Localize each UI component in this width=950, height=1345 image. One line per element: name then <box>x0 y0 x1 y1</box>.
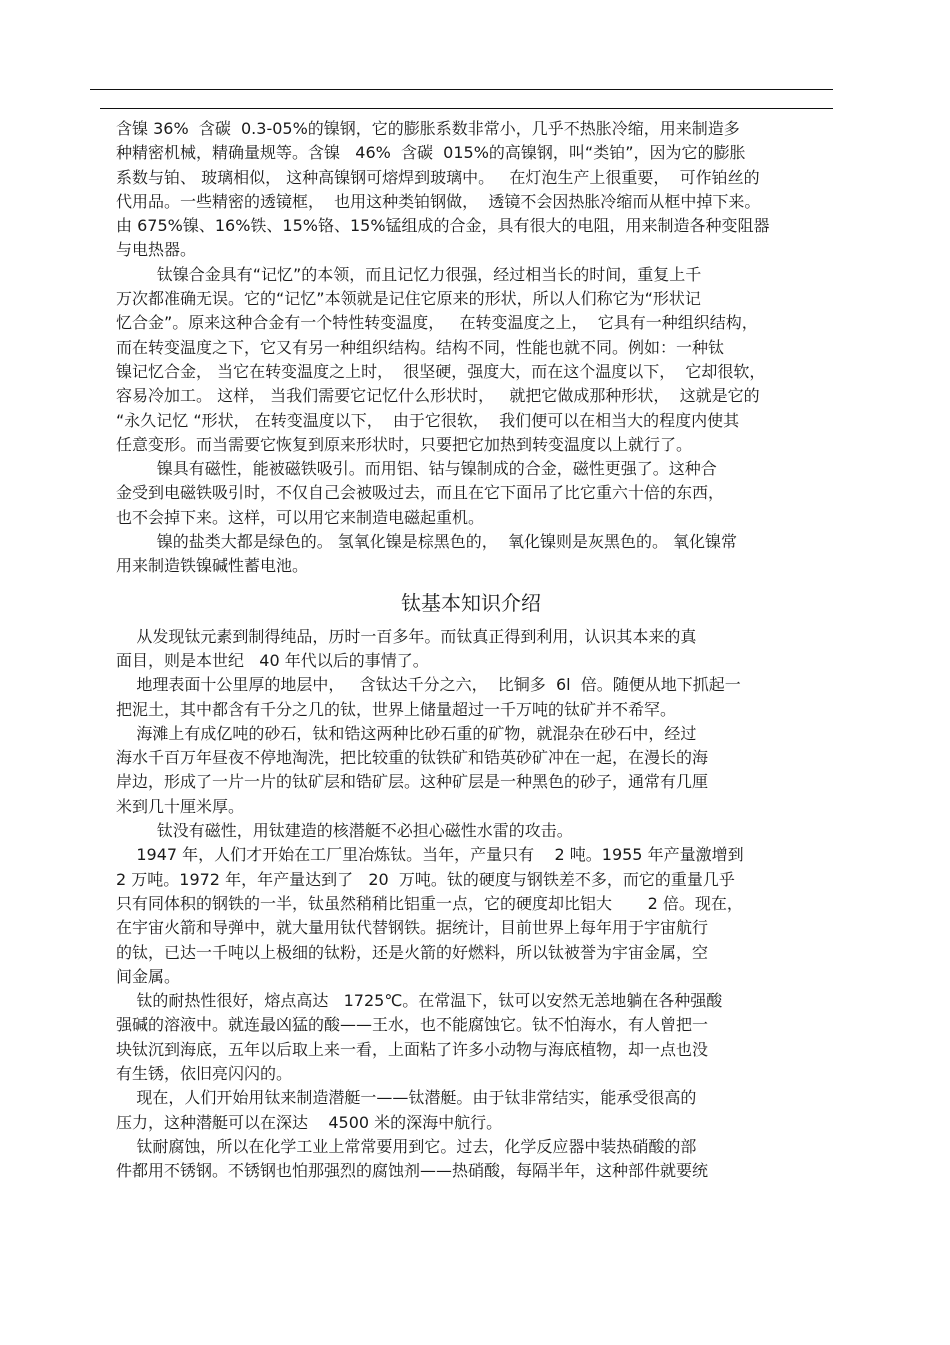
text-line: 镍具有磁性，能被磁铁吸引。而用铝、钴与镍制成的合金，磁性更强了。这种合 <box>116 459 717 479</box>
text-line: 钛镍合金具有“记忆”的本领，而且记忆力很强，经过相当长的时间，重复上千 <box>116 264 702 284</box>
text-line: 米到几十厘米厚。 <box>116 796 245 816</box>
header-rule-top <box>90 89 833 90</box>
text-line: 由 675%镍、16%铁、15%铬、15%锰组成的合金，具有很大的电阻，用来制造各种变阻器 <box>116 216 770 236</box>
text-line: 镍的盐类大都是绿色的。 氢氧化镍是棕黑色的， 氧化镍则是灰黑色的。 氧化镍常 <box>116 532 738 552</box>
text-line: 在宇宙火箭和导弹中，就大量用钛代替钢铁。据统计，目前世界上每年用于宇宙航行 <box>116 918 709 938</box>
text-line: 块钛沉到海底，五年以后取上来一看，上面粘了许多小动物与海底植物，却一点也没 <box>116 1039 709 1059</box>
text-line: “永久记忆 “形状， 在转变温度以下， 由于它很软， 我们便可以在相当大的程度内使其 <box>116 410 740 430</box>
text-line: 用来制造铁镍碱性蓄电池。 <box>116 556 309 576</box>
section-title: 钛基本知识介绍 <box>401 590 541 615</box>
text-line: 钛没有磁性，用钛建造的核潜艇不必担心磁性水雷的攻击。 <box>116 821 573 841</box>
document-body <box>116 117 830 1183</box>
text-line: 海滩上有成亿吨的砂石，钛和锆这两种比砂石重的矿物，就混杂在砂石中，经过 <box>116 723 697 743</box>
text-line: 强碱的溶液中。就连最凶猛的酸——王水，也不能腐蚀它。钛不怕海水，有人曾把一 <box>116 1015 709 1035</box>
text-line: 间金属。 <box>116 966 181 986</box>
text-line: 2 万吨。1972 年，年产量达到了 20 万吨。钛的硬度与钢铁差不多，而它的重量几乎 <box>116 869 735 889</box>
text-line: 1947 年，人们才开始在工厂里冶炼钛。当年，产量只有 2 吨。1955 年产量激增到 <box>116 845 744 865</box>
text-line: 也不会掉下来。这样，可以用它来制造电磁起重机。 <box>116 507 485 527</box>
text-line: 与电热器。 <box>116 240 197 260</box>
text-line: 的钛，已达一千吨以上极细的钛粉，还是火箭的好燃料，所以钛被誉为宇宙金属，空 <box>116 942 709 962</box>
text-line: 万次都准确无误。它的“记忆”本领就是记住它原来的形状，所以人们称它为“形状记 <box>116 289 701 309</box>
text-line: 现在，人们开始用钛来制造潜艇一——钛潜艇。由于钛非常结实，能承受很高的 <box>116 1088 697 1108</box>
text-line: 海水千百万年昼夜不停地淘洗，把比较重的钛铁矿和锆英砂矿冲在一起，在漫长的海 <box>116 748 709 768</box>
text-line: 只有同体积的钢铁的一半，钛虽然稍稍比铝重一点，它的硬度却比铝大 2 倍。现在， <box>116 893 743 913</box>
text-line: 忆合金”。原来这种合金有一个特性转变温度， 在转变温度之上， 它具有一种组织结构， <box>116 313 758 333</box>
text-line: 镍记忆合金， 当它在转变温度之上时， 很坚硬，强度大，而在这个温度以下， 它却很软， <box>116 361 766 381</box>
text-line: 有生锈，依旧亮闪闪的。 <box>116 1063 293 1083</box>
text-line: 面目，则是本世纪 40 年代以后的事情了。 <box>116 650 429 670</box>
text-line: 含镍 36% 含碳 0.3-05%的镍钢，它的膨胀系数非常小，几乎不热胀冷缩，用来制造多 <box>116 119 740 138</box>
text-line: 地理表面十公里厚的地层中， 含钛达千分之六， 比铜多 6l 倍。随便从地下抓起一 <box>116 675 741 695</box>
text-line: 钛的耐热性很好，熔点高达 1725℃。在常温下，钛可以安然无恙地躺在各种强酸 <box>116 991 723 1011</box>
text-line: 代用品。一些精密的透镜框， 也用这种类铂钢做， 透镜不会因热胀冷缩而从框中掉下来。 <box>116 191 761 211</box>
text-line: 从发现钛元素到制得纯品，历时一百多年。而钛真正得到利用，认识其本来的真 <box>116 626 697 646</box>
text-line: 而在转变温度之下，它又有另一种组织结构。结构不同，性能也就不同。例如：一种钛 <box>116 337 725 357</box>
text-line: 种精密机械，精确量规等。含镍 46% 含碳 015%的高镍钢，叫“类铂”，因为它的膨胀 <box>116 143 746 163</box>
header-rule-bottom <box>100 108 833 109</box>
titanium-section <box>116 625 830 1184</box>
text-line: 系数与铂、 玻璃相似， 这种高镍钢可熔焊到玻璃中。 在灯泡生产上很重要， 可作铂丝的 <box>116 167 760 187</box>
text-line: 岸边，形成了一片一片的钛矿层和锆矿层。这种矿层是一种黑色的砂子，通常有几厘 <box>116 772 709 792</box>
text-line: 钛耐腐蚀，所以在化学工业上常常要用到它。过去，化学反应器中装热硝酸的部 <box>116 1136 697 1156</box>
text-line: 把泥土，其中都含有千分之几的钛，世界上储量超过一千万吨的钛矿并不希罕。 <box>116 699 677 719</box>
text-line: 压力，这种潜艇可以在深达 4500 米的深海中航行。 <box>116 1112 503 1132</box>
text-line: 金受到电磁铁吸引时，不仅自己会被吸过去，而且在它下面吊了比它重六十倍的东西， <box>116 483 725 503</box>
nickel-section <box>116 117 830 579</box>
text-line: 任意变形。而当需要它恢复到原来形状时，只要把它加热到转变温度以上就行了。 <box>116 434 693 454</box>
text-line: 件都用不锈钢。不锈钢也怕那强烈的腐蚀剂——热硝酸，每隔半年，这种部件就要统 <box>116 1161 709 1181</box>
text-line: 容易冷加工。 这样， 当我们需要它记忆什么形状时， 就把它做成那种形状， 这就是它的 <box>116 386 760 406</box>
